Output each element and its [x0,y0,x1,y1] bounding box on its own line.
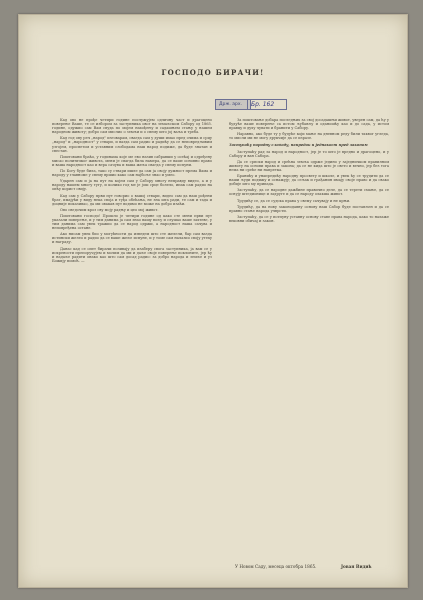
paragraph: Кад сам у Сабору први пут говорио о вашој ствари, видео сам да наш рођени брат, имајући у виду нека своја и туђа обећања, не зна шта ради, те сам и тада и доцније показивао, да ми овакав пут водимо не може на добро изаћи. [52,193,212,206]
paragraph: Наравно, ако буде ту у будуће који мање на дневном реду били таквог угледа, то мисли ми не могу друкчије да се изразе. [229,132,389,141]
right-column [229,118,389,225]
paragraph: Ово сведочим кроз сву моју радњу и цео мој живот. [60,207,159,212]
paragraph: Кад год ову реч „народ" изговарам, свагда сам у души имао пред очима и срцу „народ" и „народност" у ствари, и вазда сам радио и радићу да се неповредљивим узгојем, просветом и уставним слободама наш народ подиже, да буде знатан и свестан. [52,136,212,153]
paragraph: Трудићу, да на нову законодавну основу наш Сабор буде постављен и да се правно стање народа учврсти. [229,204,389,213]
section-heading: Заступаћу народну слободу, напредак и једнакост пред законом [229,143,368,148]
paragraph: Заступаћу рад за народ и народност, јер је то што је вредно и драгоцено, и у Сабору и ван Сабора. [229,149,389,158]
paragraph: Данас кад се опет бирачи позивају да изаберу свога заступника, ја вам се у искрености препоручујем и молим да ми и даље своје поверење поклоните, јер ћу и надаље радити онако као што сам досад радио: за добро народа и земље и уз Божију помоћ. — [52,246,212,263]
paragraph: Трудићу се, да се судска права у свему сачувају и не крњи. [237,198,351,203]
left-column [52,118,212,265]
paragraph: Бранићу и унапредићу народну просвету и школе, и увек ћу се трудити да се наши људи подижу и оснажују; да сељак и грађанин имају своје право и да свако добије што му припада. [229,174,389,187]
paragraph: Заступаћу, да се народне дажбине правично деле, да се терети смање, да се оснују штедионице и задруге и да се народу олакша живот. [229,188,389,197]
paragraph: Кад ово не прође четири године послужујем одличну част и драгоцено поверење Ваше, те се избором за заступника овог на земаљском Сабору од 1865. године, одужио сам Вам свуда по мојем нахођењу и садашњем стању у нашем народном животу; добро сам мислио о земљи и о свему што јој ваља и треба. [52,118,212,135]
document-title: ГОСПОДО БИРАЧИ! [161,68,265,77]
paragraph: Ударен сам и ја на пут на којем сам у Сабору многу неправду видео, а и у народу нашем многу тугу, и колико год ме је још срце болело, ипак сам радио на опћу корист свију. [52,179,212,192]
registry-stamp-number: Бр. 162 [251,101,275,108]
paragraph: По Богу буде била, тако су ствари ишле да сам ја своју дужност према Вама и народу у главноме у свему вршио како сам најбоље знао и умео. [52,169,212,178]
paragraph: Заступаћу, да се у потпуну уставну основу ставе права народа, како то налаже вековни обичај и закон. [229,214,389,223]
paragraph: Да се српски народ и срећна земља одрже једино у заједничком правилном животу на основи права и закона; да се не кида што је свето и вечно, јер без тога нема ни среће ни напретка. [229,159,389,172]
paragraph: Поштовани браћо, у годинама које ме ево назив сабравши у осећај и одређену мисао политичког живота, мени је свагда била намера, да се ваше основно право и ваша народност као и вера сачува и ваша жеља свагда у свему испуни. [52,154,212,167]
document-page [18,14,408,588]
registry-stamp [247,99,287,110]
signature: Јован Видић [341,564,372,569]
paragraph: Поштовани господо! Прошло је четири године од како сте мени први пут указали поверење, и у тим данима ја сам знао вашу вољу и слушао ваше захтеве, у тим данима сам увек тражио да се народ одржи, а народност наша сачува и неповређена остане. [52,213,212,231]
archive-stamp: Држ. арх. [215,99,251,110]
place-and-date: У Новом Саду, месеца октобра 1865. [235,564,317,569]
paragraph: Ако нисам увек био у могућности да изведем што сте желели, бар сам вазда истински желео и радио да се ваше жеље испуне, и у томе сам налазио своју утеху и награду. [52,232,212,245]
paragraph: За поштовање добара последњих за свој досадашњи живот, уверен сам, да ћу у будуће ваше поверење са истом љубављу и оданошћу као и до сада, у истом правцу и духу чувати и бранити у Сабору. [229,118,389,131]
